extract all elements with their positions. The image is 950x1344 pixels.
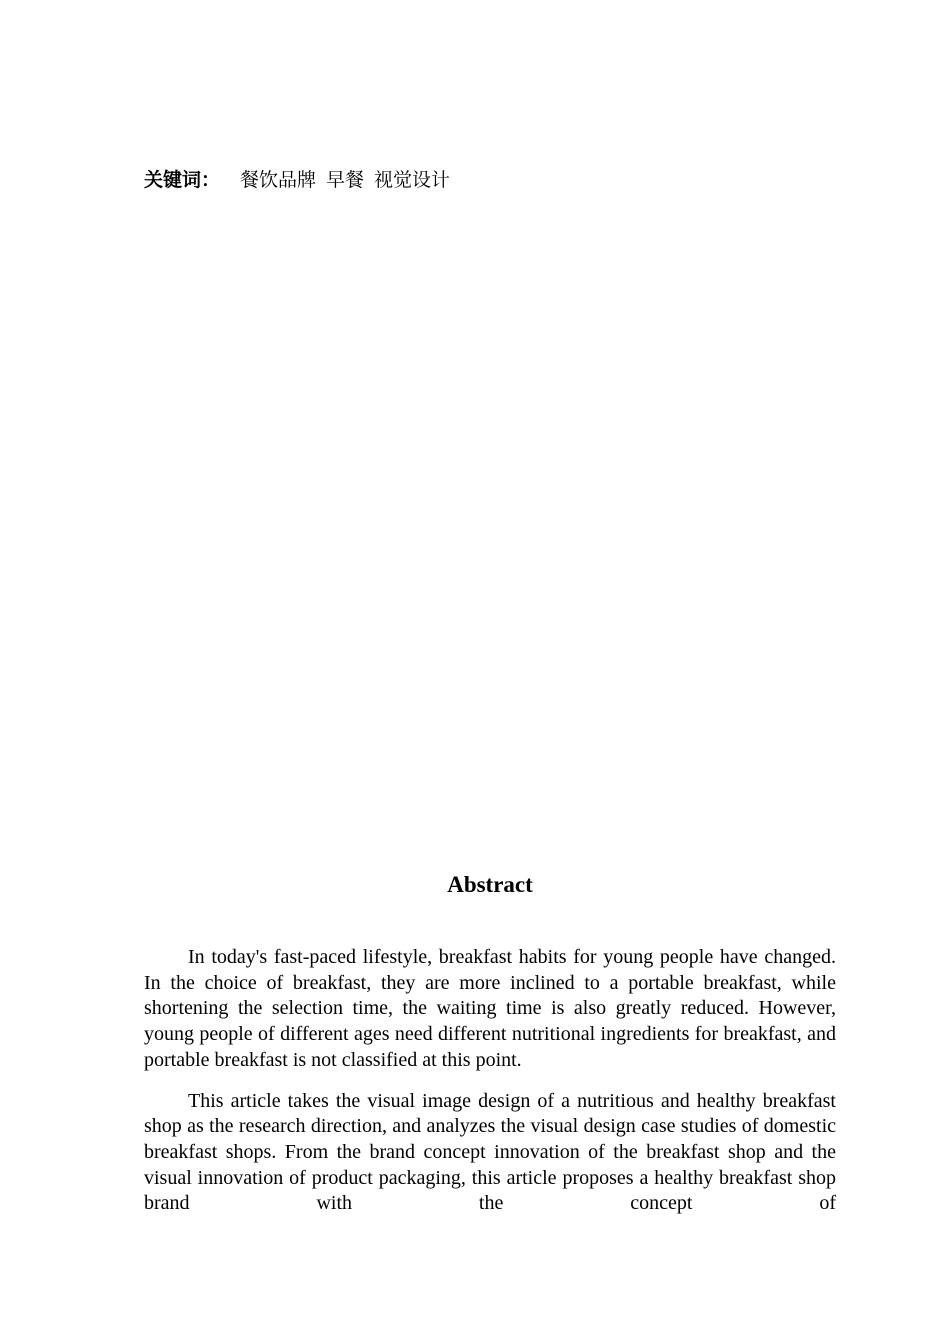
abstract-paragraph: This article takes the visual image design of a nutritious and healthy breakfast shop as the research direction, and analyzes the visual design case studies of domestic breakfast shops. From the brand concept innovation of the breakfast shop and the visual innovation of product packaging, this article proposes a healthy breakfast shop brand with the concept of (144, 1089, 836, 1215)
keywords-label: 关键词： (144, 169, 221, 191)
keyword-term: 视觉设计 (374, 169, 451, 191)
abstract-heading: Abstract (447, 872, 533, 897)
abstract-paragraph: In today's fast-paced lifestyle, breakfast habits for young people have changed. In the choice of breakfast, they are more inclined to a portable breakfast, while shortening the selection time, the waiting time is also greatly reduced. However, young people of different ages need different nutritional ingredients for breakfast, and portable breakfast is not classified at this point. (144, 946, 836, 1071)
keyword-term: 早餐 (326, 169, 365, 191)
abstract-body (144, 945, 836, 1232)
keyword-term: 餐饮品牌 (240, 169, 317, 191)
keywords-line (144, 166, 460, 194)
